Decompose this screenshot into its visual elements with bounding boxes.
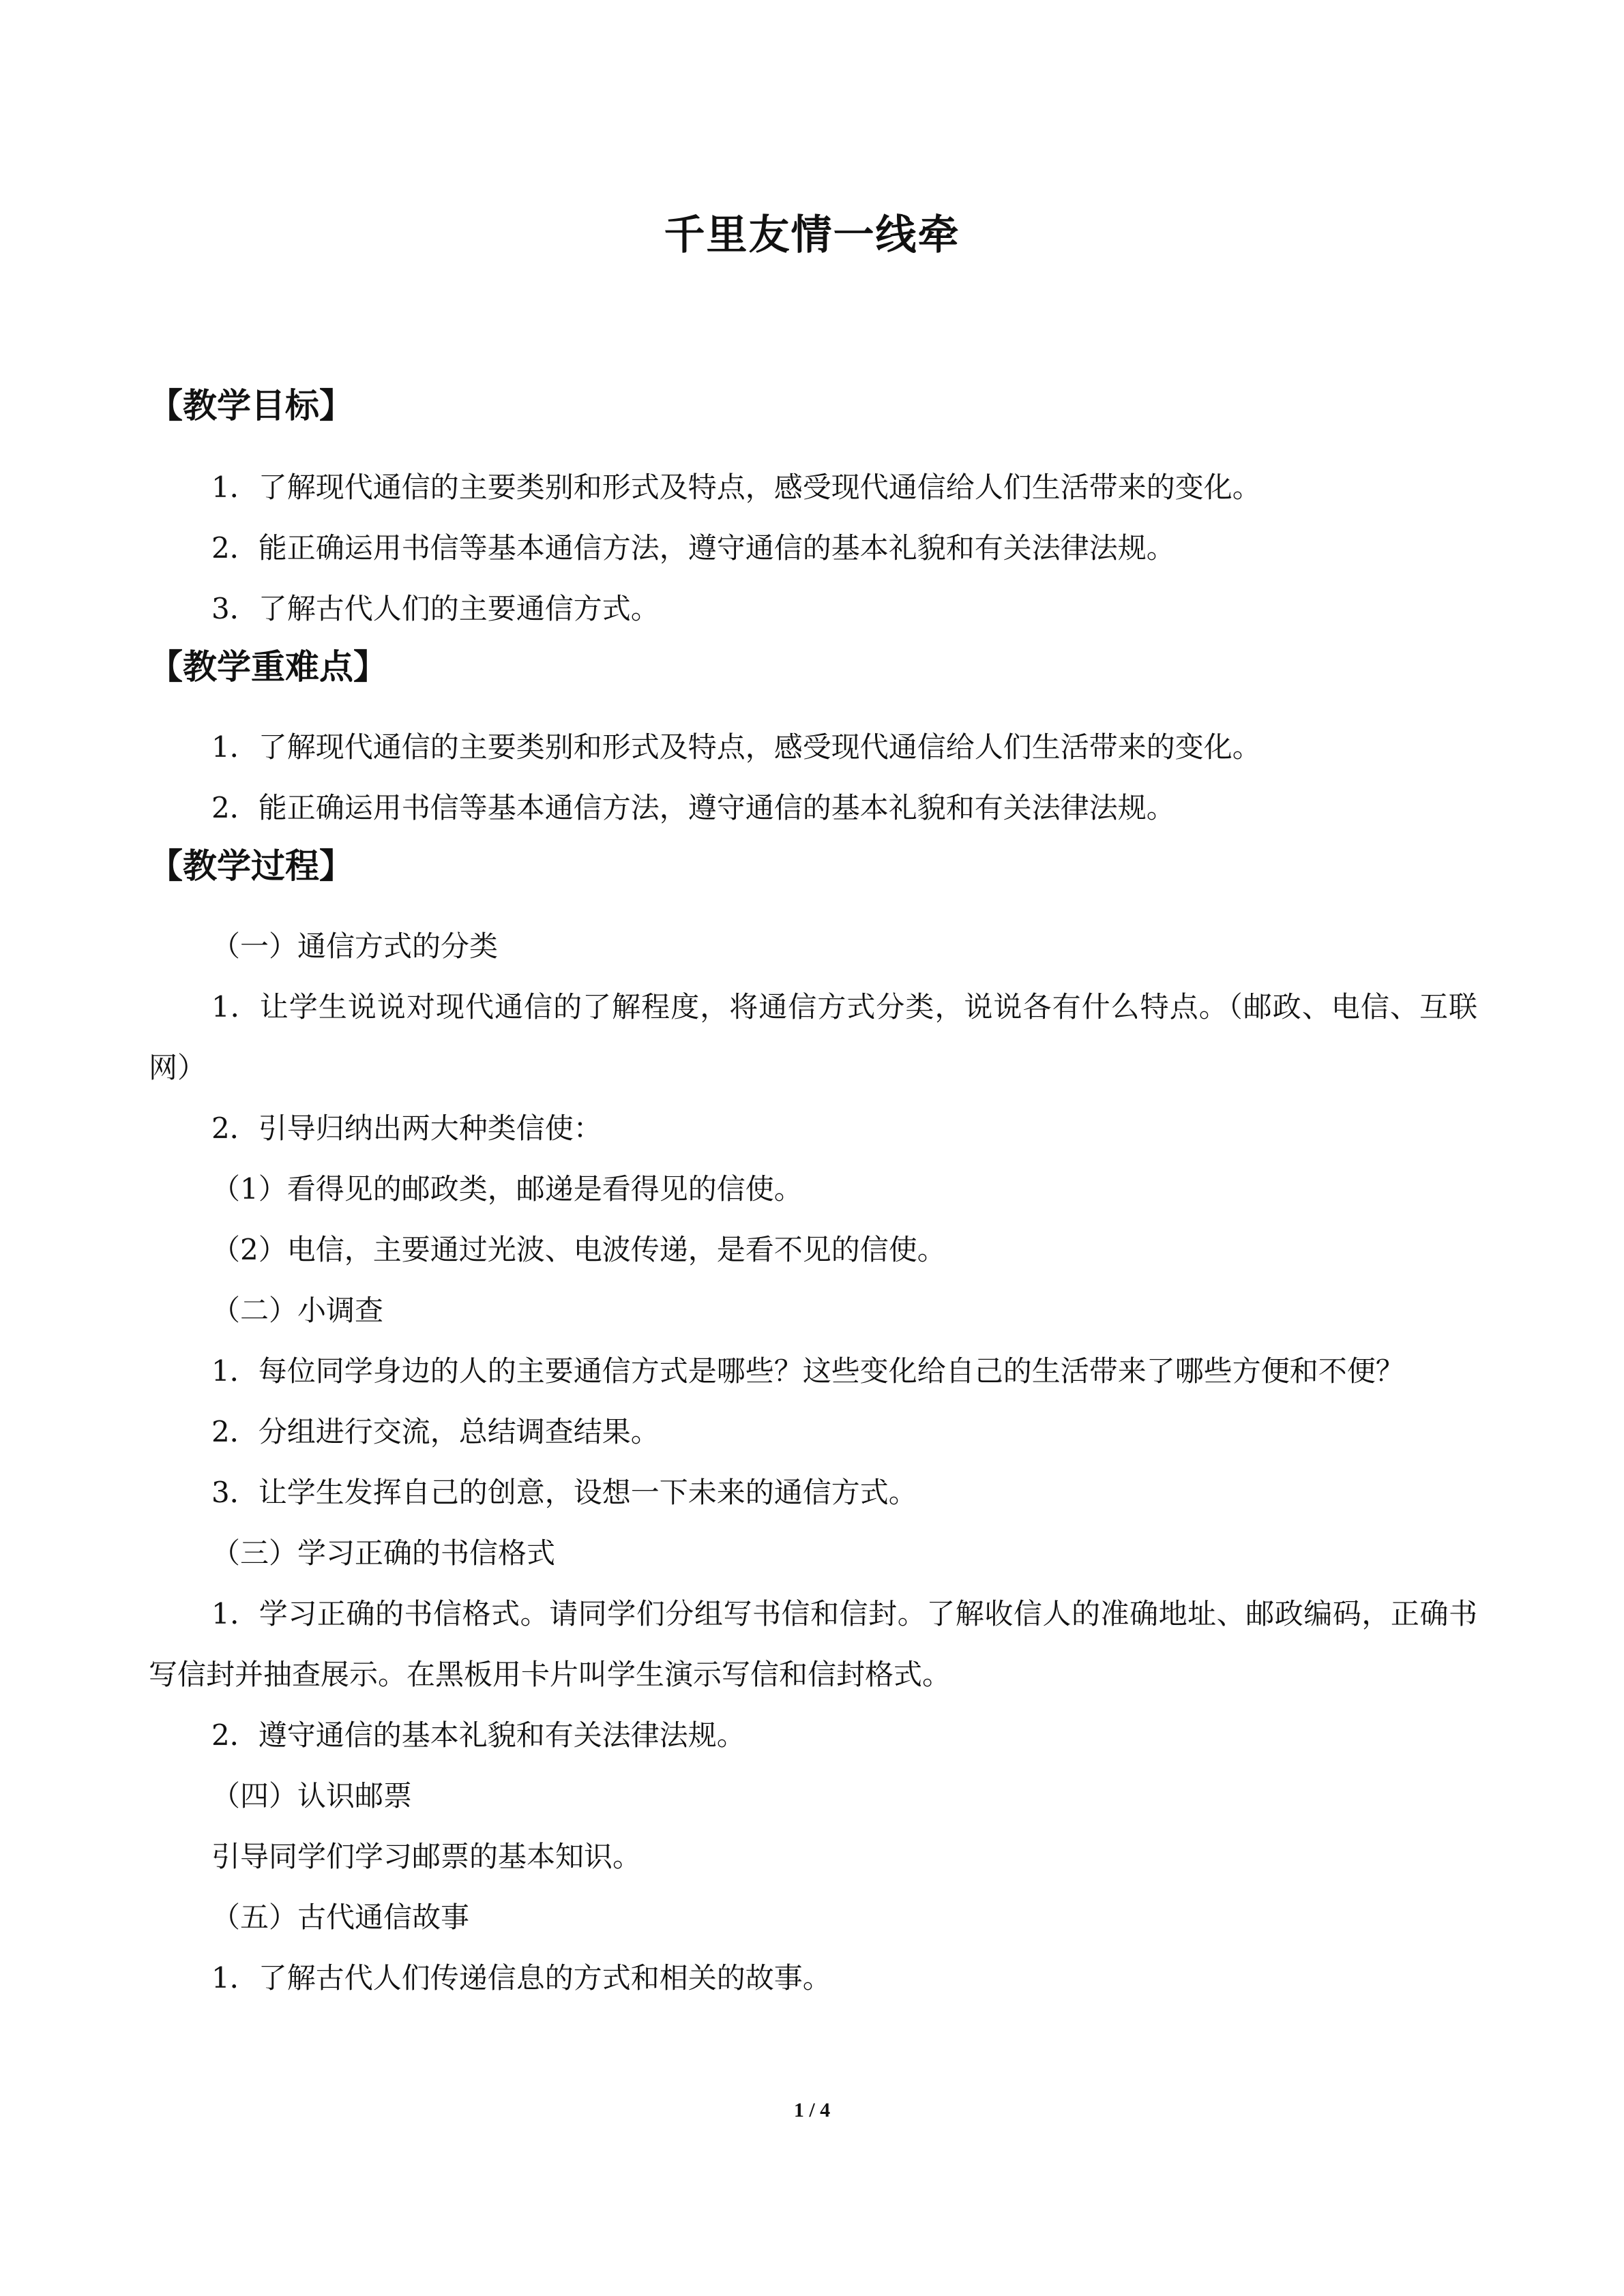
process-item: （2）电信，主要通过光波、电波传递，是看不见的信使。 <box>211 1233 946 1266</box>
process-item: 1．学习正确的书信格式。请同学们分组写书信和信封。了解收信人的准确地址、邮政编码，正确书写信封并抽查展示。在黑板用卡片叫学生演示写信和信封格式。 <box>149 1597 1477 1691</box>
process-item: 1．让学生说说对现代通信的了解程度，将通信方式分类，说说各有什么特点。（邮政、电信、互联网） <box>149 990 1477 1084</box>
process-item: 1．每位同学身边的人的主要通信方式是哪些？这些变化给自己的生活带来了哪些方便和不便？ <box>211 1354 1404 1388</box>
key-point-item-1: 1．了解现代通信的主要类别和形式及特点，感受现代通信给人们生活带来的变化。 <box>211 730 1261 764</box>
process-subheading-1: （一）通信方式的分类 <box>211 929 499 963</box>
document-title: 千里友情一线牵 <box>664 211 960 259</box>
section-heading-key-points: 【教学重难点】 <box>149 647 387 687</box>
section-heading-process: 【教学过程】 <box>149 846 353 886</box>
goal-item-3: 3．了解古代人们的主要通信方式。 <box>211 592 660 625</box>
process-subheading-3: （三）学习正确的书信格式 <box>211 1536 556 1570</box>
key-point-item-2: 2．能正确运用书信等基本通信方法，遵守通信的基本礼貌和有关法律法规。 <box>211 791 1175 824</box>
process-subheading-5: （五）古代通信故事 <box>211 1900 470 1934</box>
process-item: 1．了解古代人们传递信息的方式和相关的故事。 <box>211 1961 831 1995</box>
process-item: （1）看得见的邮政类，邮递是看得见的信使。 <box>211 1172 803 1206</box>
page-number: 1 / 4 <box>793 2099 831 2121</box>
process-subheading-2: （二）小调查 <box>211 1294 384 1327</box>
process-item: 2．分组进行交流，总结调查结果。 <box>211 1415 660 1448</box>
document-body <box>149 382 1477 2008</box>
process-item: 3．让学生发挥自己的创意，设想一下未来的通信方式。 <box>211 1476 917 1509</box>
process-item: 引导同学们学习邮票的基本知识。 <box>211 1840 642 1873</box>
section-heading-goals: 【教学目标】 <box>149 386 353 426</box>
process-item: 2．遵守通信的基本礼貌和有关法律法规。 <box>211 1718 745 1752</box>
process-item: 2．引导归纳出两大种类信使： <box>211 1112 602 1145</box>
goal-item-1: 1．了解现代通信的主要类别和形式及特点，感受现代通信给人们生活带来的变化。 <box>211 471 1261 504</box>
goal-item-2: 2．能正确运用书信等基本通信方法，遵守通信的基本礼貌和有关法律法规。 <box>211 531 1175 565</box>
process-subheading-4: （四）认识邮票 <box>211 1779 413 1813</box>
